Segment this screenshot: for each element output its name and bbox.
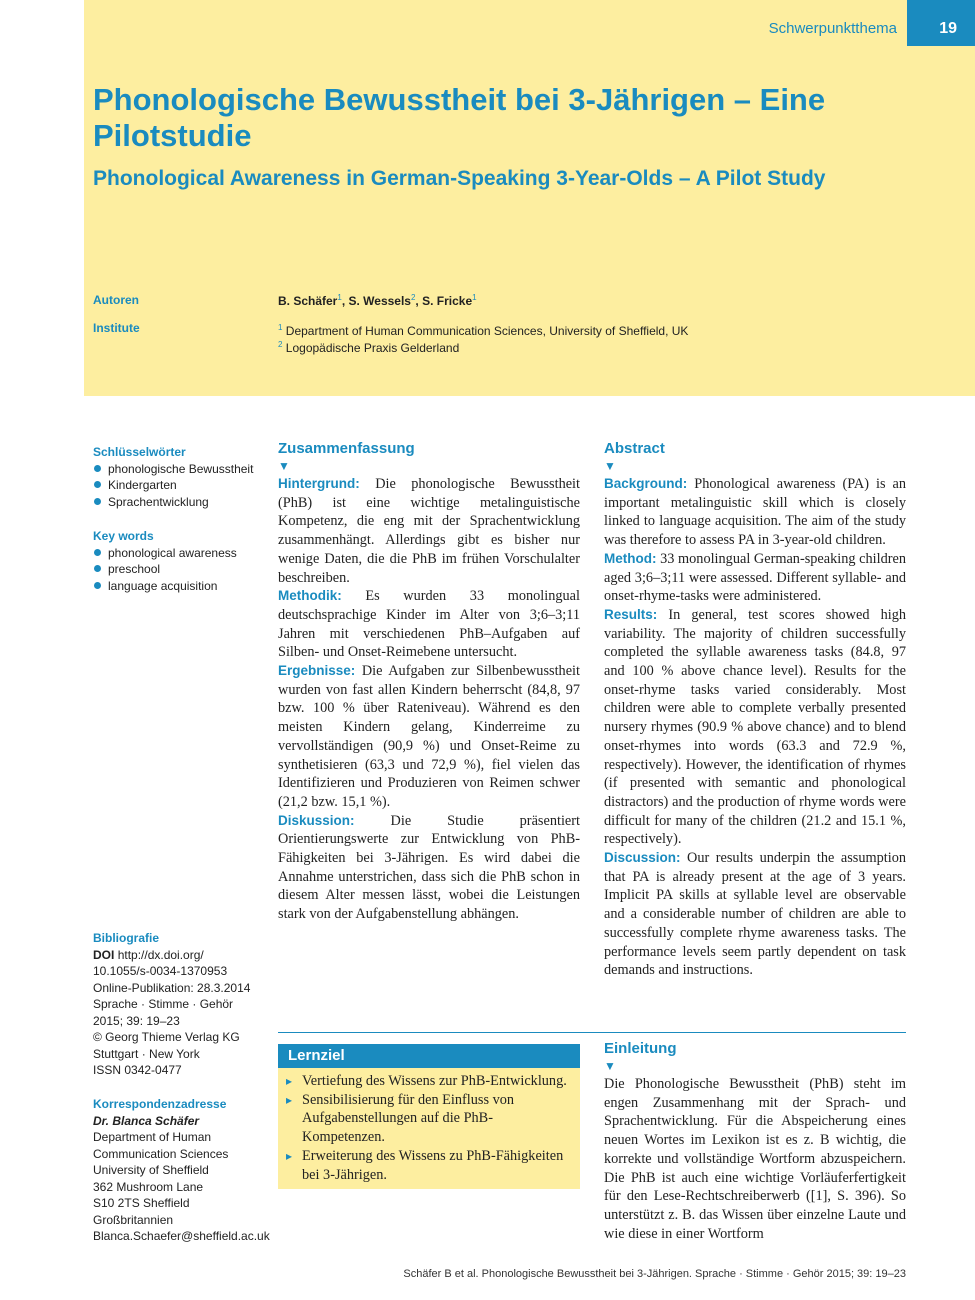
keyword-item: language acquisition <box>93 578 271 595</box>
keyword-item: preschool <box>93 561 271 578</box>
address-line: University of Sheffield <box>93 1163 209 1177</box>
zusammenfassung-section <box>278 440 580 924</box>
author-affiliation-mark: 2 <box>410 293 416 302</box>
page-number: 19 <box>939 20 957 37</box>
paragraph-text: Die Aufgaben zur Silbenbewusstheit wurden von fast allen Kindern beherrscht (84,8, 97 bzw. 100 % über Rateniveau). Während es den meisten Kindern gelang, Kinderreime zu vervollständigen (90,9 %) und Onset-Reime zu synthetisieren (63,3 und 72,9 %), fiel vielen das Identifizieren und Produzieren von Reimen schwer (21,2 bzw. 15,1 %). <box>278 663 580 810</box>
correspondence-title: Korrespondenzadresse <box>93 1097 227 1111</box>
keyword-item: Kindergarten <box>93 477 271 494</box>
affiliation-mark: 2 <box>278 340 283 349</box>
lernziel-item: ▸ Erweiterung des Wissens zu PhB-Fähigkeiten bei 3-Jährigen. <box>302 1147 572 1184</box>
paragraph-label: Discussion: <box>604 850 681 866</box>
author-affiliation-mark: 1 <box>337 293 342 302</box>
keywords-de-title: Schlüsselwörter <box>93 445 186 459</box>
abstract-paragraph <box>604 475 906 550</box>
footer-citation: Schäfer B et al. Phonologische Bewusstheit bei 3-Jährigen. Sprache · Stimme · Gehör 2015; 39: 19–23 <box>403 1268 906 1280</box>
bibliography-line: Sprache · Stimme · Gehör <box>93 997 234 1011</box>
affiliation-text: Department of Human Communication Sciences, University of Sheffield, UK <box>285 324 689 338</box>
paragraph-label: Methodik: <box>278 588 342 604</box>
title-english: Phonological Awareness in German-Speaking 3-Year-Olds – A Pilot Study <box>93 167 826 190</box>
einleitung-section <box>604 1040 906 1243</box>
zusammenfassung-heading: Zusammenfassung <box>278 440 415 457</box>
author-name: S. Wessels <box>348 294 411 308</box>
paragraph-text: In general, test scores showed high variability. The majority of children successfully completed the syllable awareness tasks (84.8, 97 and 100 % above chance level). Results for the onset-rhyme tasks varied considerably. Most children were able to complete verbally presented nursery rhymes (90.9 % above chance) and to blend onset-rhymes into words (63.3 and 72.9 %, respectively). However, the identification of rhymes (if presented with semantic and phonological distractors) and the production of rhyme words were difficult for many of the children (21.2 and 15.1 %, respectively). <box>604 606 906 848</box>
author-affiliation-mark: 1 <box>472 293 477 302</box>
paragraph-label: Diskussion: <box>278 812 355 828</box>
affiliation-text: Logopädische Praxis Gelderland <box>285 341 460 355</box>
affiliation <box>278 321 688 338</box>
summary-paragraph <box>278 587 580 662</box>
keywords-de <box>93 444 271 510</box>
section-divider <box>278 1032 906 1033</box>
doi-line <box>93 947 271 964</box>
bibliography-title: Bibliografie <box>93 931 160 945</box>
author-name: S. Fricke <box>422 294 473 308</box>
section-label: Schwerpunktthema <box>768 20 897 37</box>
lernziel-box <box>278 1044 580 1189</box>
keyword-item: phonologische Bewusstheit <box>93 461 271 478</box>
address-line: Communication Sciences <box>93 1146 229 1161</box>
triangle-marker-icon: ▼ <box>278 459 290 473</box>
bibliography-line: 2015; 39: 19–23 <box>93 1013 180 1028</box>
authors-label: Autoren <box>93 293 139 307</box>
lernziel-item: ▸ Sensibilisierung für den Einfluss von Aufgabenstellungen auf die PhB-Kompetenzen. <box>302 1091 572 1147</box>
affiliation-mark: 1 <box>278 323 283 332</box>
affiliation <box>278 338 688 355</box>
paragraph-text: Phonological awareness (PA) is an important metalinguistic skill which is closely linked to language acquisition. The aim of the study was therefore to assess PA in 3-year-old children. <box>604 476 906 549</box>
address-line: Großbritannien <box>93 1212 174 1227</box>
bibliography-line: ISSN 0342-0477 <box>93 1063 182 1077</box>
title-german: Phonologische Bewusstheit bei 3-Jährigen – Eine Pilotstudie <box>93 82 826 153</box>
address-line: S10 2TS Sheffield <box>93 1196 190 1210</box>
address-line: Department of Human <box>93 1130 212 1144</box>
abstract-paragraph <box>604 550 906 606</box>
paragraph-label: Hintergrund: <box>278 476 360 491</box>
lernziel-list <box>278 1072 580 1184</box>
triangle-marker-icon: ▼ <box>604 459 616 473</box>
abstract-paragraph <box>604 849 906 980</box>
affiliation-list <box>278 321 688 355</box>
institutes-label: Institute <box>93 321 140 335</box>
paragraph-label: Background: <box>604 476 688 491</box>
summary-paragraph <box>278 475 580 587</box>
author-name: B. Schäfer <box>278 294 338 308</box>
email-link[interactable]: Blanca.Schaefer@sheffield.ac.uk <box>93 1229 270 1243</box>
einleitung-text: Die Phonologische Bewusstheit (PhB) steht im engen Zusammenhang mit der Sprach- und Sprachentwicklung. Für die Abspeicherung eines neuen Wortes im Lexikon ist es z. B wichtig, die korrekte und vollständige Wortform abzuspeichern. Die PhB ist auch eine wichtige Vorläuferfertigkeit für den Lese-Rechtschreiberwerb ([1], S. 396). So unterstützt z. B. das Wissen über einzelne Laute und wie diese in einer Wortform <box>604 1076 906 1242</box>
bibliography <box>93 930 271 1079</box>
bibliography-line: Stuttgart · New York <box>93 1046 200 1061</box>
lernziel-item: ▸ Vertiefung des Wissens zur PhB-Entwicklung. <box>302 1072 572 1091</box>
bibliography-line: Online-Publikation: 28.3.2014 <box>93 980 251 995</box>
keyword-item: phonological awareness <box>93 545 271 562</box>
summary-paragraph <box>278 662 580 812</box>
keyword-item: Sprachentwicklung <box>93 494 271 511</box>
paragraph-label: Results: <box>604 606 658 622</box>
triangle-marker-icon: ▼ <box>604 1059 616 1073</box>
address-line: 362 Mushroom Lane <box>93 1179 204 1194</box>
doi-link[interactable]: http://dx.doi.org/ <box>117 947 204 962</box>
keywords-en <box>93 528 271 594</box>
einleitung-heading: Einleitung <box>604 1040 677 1057</box>
correspondence <box>93 1096 271 1245</box>
abstract-paragraph <box>604 606 906 849</box>
abstract-section <box>604 440 906 980</box>
summary-paragraph <box>278 812 580 924</box>
lernziel-heading: Lernziel <box>278 1044 580 1068</box>
bibliography-line: © Georg Thieme Verlag KG <box>93 1030 240 1044</box>
paragraph-label: Method: <box>604 550 657 566</box>
correspondence-name: Dr. Blanca Schäfer <box>93 1113 200 1128</box>
paragraph-text: Die phonologische Bewusstheit (PhB) ist eine wichtige metalinguistische Kompetenz, die eng mit der Sprachentwicklung zusammenhängt. Allerdings gibt es bisher nur wenige Daten, die die PhB im frühen Vorschulalter beschreiben. <box>278 476 581 586</box>
bibliography-line: 10.1055/s-0034-1370953 <box>93 964 228 978</box>
author-list: B. Schäfer$^1$, S. Wessels$^2$, S. Fricke$^1$ <box>278 293 477 308</box>
abstract-heading: Abstract <box>604 440 665 457</box>
paragraph-text: 33 monolingual German-speaking children aged 3;6–3;11 were assessed. Different syllable- and onset-rhyme-tasks were administered. <box>604 550 907 605</box>
keywords-en-title: Key words <box>93 529 154 543</box>
paragraph-label: Ergebnisse: <box>278 663 356 679</box>
paragraph-text: Es wurden 33 monolingual deutschsprachige Kinder im Alter von 3;6–3;11 Jahren mit verschiedenen PhB–Aufgaben auf Silben- und Onset-Reimebene untersucht. <box>278 588 580 661</box>
paragraph-text: Our results underpin the assumption that PA is already present at the age of 3 years. Implicit PA skills at syllable level are observable and a considerable number of children are able to successfully complete rhyme awareness tasks. The performance levels seem partly dependent on task demands and instructions. <box>604 850 906 979</box>
doi-label: DOI <box>93 947 115 962</box>
paragraph-text: Die Studie präsentiert Orientierungswerte zur Entwicklung von PhB-Fähigkeiten bei 3-Jährigen. Es wird dabei die Annahme unterstrichen, dass sich die PhB schon in diesem Alter messen lässt, wobei die Leistungen stark von der Aufgabenstellung abhängen. <box>278 812 580 923</box>
